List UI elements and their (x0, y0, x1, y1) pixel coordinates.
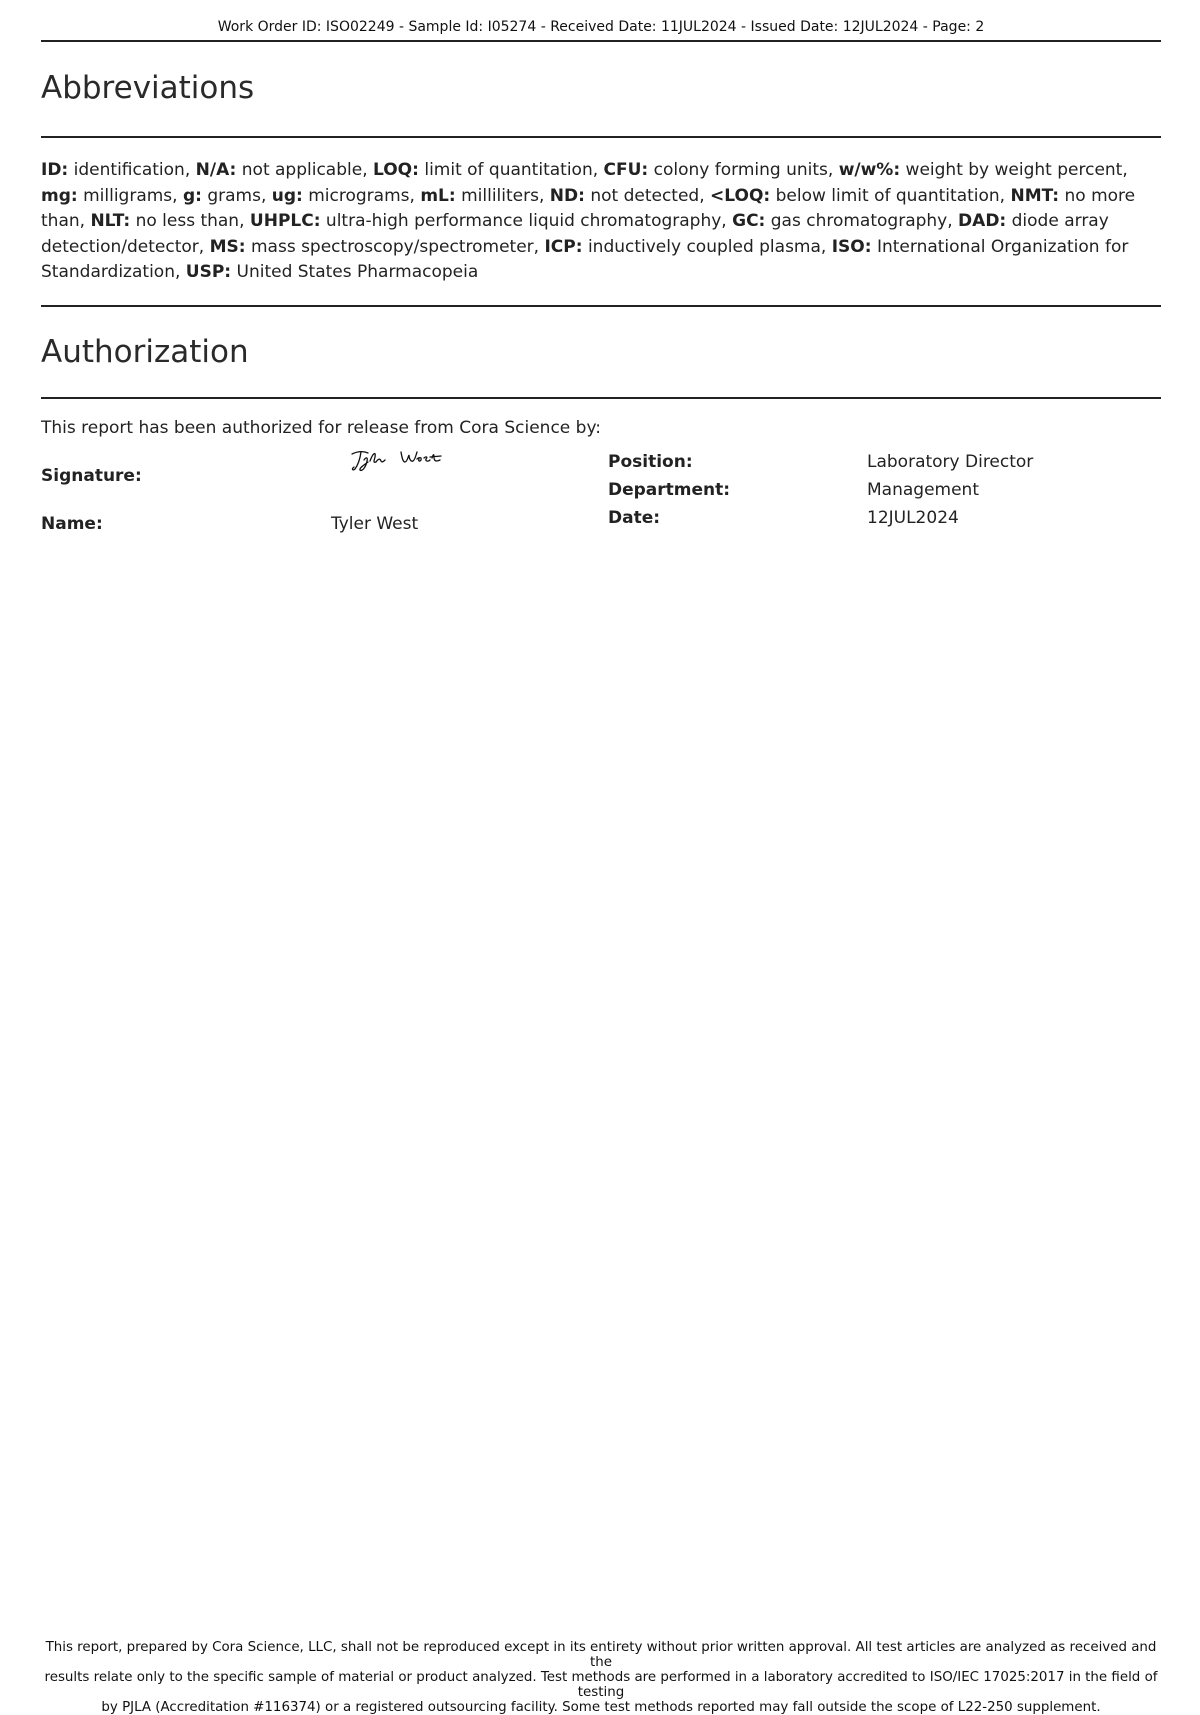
abbreviation-definition: diode array detection/detector, (41, 211, 1109, 257)
abbreviation-definition: International Organization for Standardization, (41, 236, 1129, 283)
abbreviation-term: ID: (41, 160, 69, 180)
signature-label: Signature: (41, 465, 142, 486)
name-label: Name: (41, 513, 103, 534)
abbreviation-definition: milliliters, (455, 185, 550, 206)
abbreviation-term: ICP: (544, 236, 583, 257)
abbreviation-term: NMT: (1010, 185, 1060, 206)
abbreviation-definition: below limit of quantitation, (770, 185, 1011, 206)
department-value: Management (867, 479, 979, 500)
abbreviation-definition: ultra-high performance liquid chromatography, (320, 211, 733, 232)
abbreviation-definition: weight by weight percent, (900, 160, 1128, 180)
abbreviation-definition: inductively coupled plasma, (582, 236, 832, 257)
abbreviation-term: w/w%: (838, 160, 901, 180)
abbreviation-term: mL: (420, 185, 456, 206)
abbreviation-definition: colony forming units, (648, 160, 839, 180)
abbreviation-definition: grams, (201, 185, 272, 206)
abbreviation-term: UHPLC: (249, 211, 321, 232)
authorization-divider (41, 397, 1161, 399)
abbreviation-definition: no less than, (130, 211, 250, 232)
page-header: Work Order ID: ISO02249 - Sample Id: I05274 - Received Date: 11JUL2024 - Issued Date: 12JUL2024 - Page: 2 (217, 19, 985, 35)
abbreviation-definition: micrograms, (302, 185, 421, 206)
abbreviation-term: <LOQ: (710, 185, 771, 206)
footer-line: results relate only to the specific sample of material or product analyzed. Test methods are performed in a laboratory accredited to ISO/IEC 17025:2017 in the field of testing (44, 1670, 1158, 1700)
abbreviations-divider (41, 136, 1161, 138)
abbreviation-term: g: (182, 185, 202, 206)
date-value: 12JUL2024 (867, 507, 959, 528)
abbreviation-term: MS: (209, 236, 246, 257)
abbreviation-term: N/A: (195, 160, 237, 180)
date-label: Date: (608, 507, 661, 528)
name-value: Tyler West (331, 513, 419, 534)
abbreviation-definition: mass spectroscopy/spectrometer, (245, 236, 545, 257)
abbreviation-definition: not applicable, (236, 160, 373, 180)
report-page (41, 0, 1161, 535)
abbreviation-definition: not detected, (584, 185, 711, 206)
authorization-details (41, 445, 1161, 535)
abbreviation-term: LOQ: (373, 160, 419, 180)
footer-line: by PJLA (Accreditation #116374) or a registered outsourcing facility. Some test methods reported may fall outside the scope of L22-250 supplement. (101, 1700, 1101, 1715)
abbreviation-definition: no more than, (41, 185, 1136, 232)
page-footer (41, 1640, 1161, 1715)
abbreviation-term: ug: (271, 185, 303, 206)
abbreviation-term: ISO: (831, 236, 872, 257)
position-value: Laboratory Director (867, 451, 1034, 472)
footer-line: This report, prepared by Cora Science, LLC, shall not be reproduced except in its entirety without prior written approval. All test articles are analyzed as received and the (45, 1640, 1157, 1670)
abbreviation-definition: gas chromatography, (765, 211, 959, 232)
authorization-intro: This report has been authorized for release from Cora Science by: (41, 417, 601, 438)
abbreviations-title: Abbreviations (41, 70, 255, 106)
abbreviation-term: mg: (41, 185, 78, 206)
abbreviations-text (41, 158, 1161, 286)
abbreviation-definition: milligrams, (77, 185, 183, 206)
abbreviation-definition: identification, (68, 160, 196, 180)
position-label: Position: (608, 451, 693, 472)
abbreviation-term: NLT: (90, 211, 131, 232)
signature-image (346, 445, 446, 475)
authorization-title: Authorization (41, 333, 249, 370)
abbreviation-term: CFU: (603, 160, 649, 180)
abbreviation-term: USP: (185, 262, 232, 283)
abbreviation-term: GC: (732, 211, 766, 232)
abbreviation-definition: United States Pharmacopeia (231, 262, 479, 283)
abbreviation-definition: limit of quantitation, (418, 160, 604, 180)
abbreviation-term: ND: (549, 185, 585, 206)
department-label: Department: (608, 479, 731, 500)
abbreviation-term: DAD: (958, 211, 1007, 232)
